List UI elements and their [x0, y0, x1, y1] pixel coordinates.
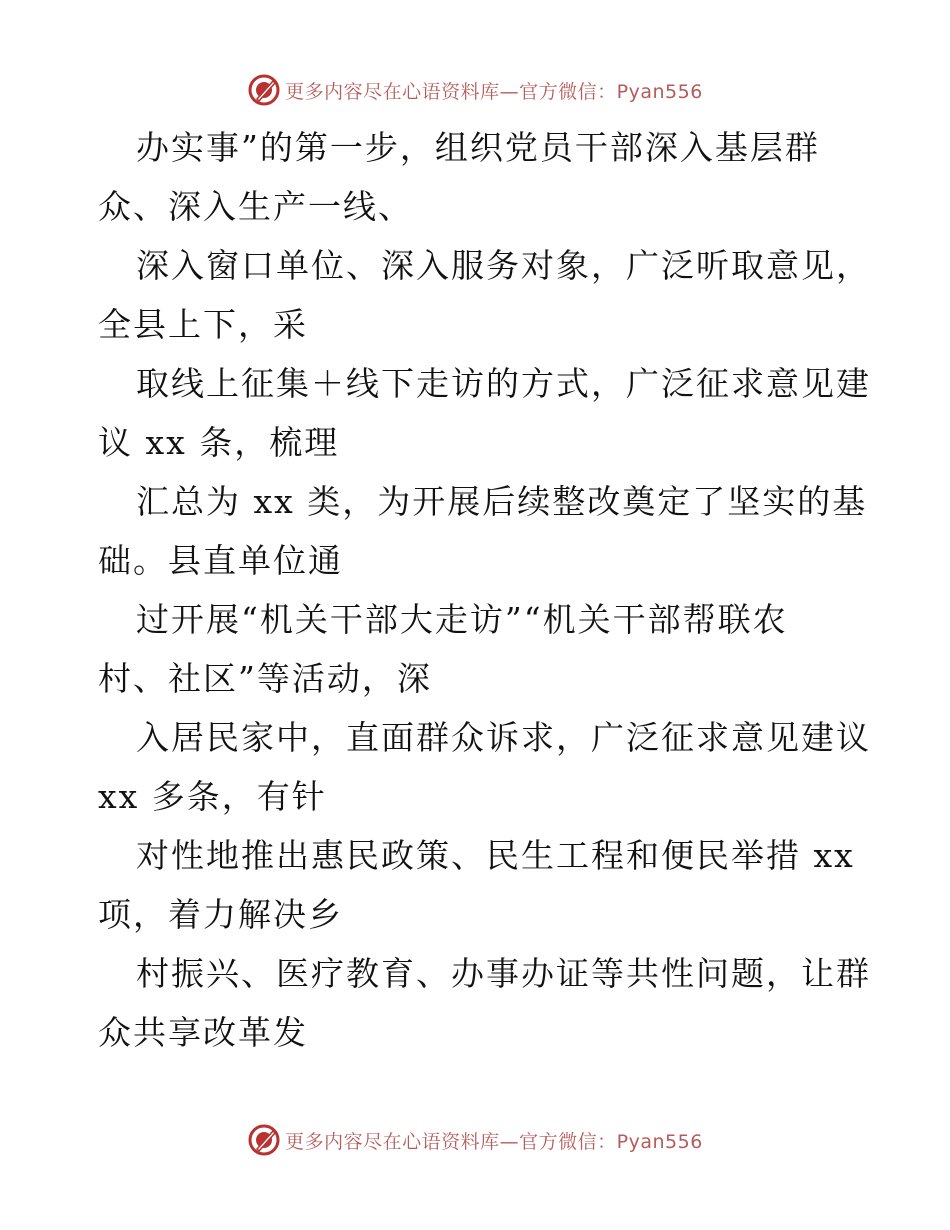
header-watermark [0, 70, 950, 110]
text-line: 过开展“机关干部大走访”“机关干部帮联农 [136, 600, 788, 639]
text-line: 众共享改革发 [98, 1013, 308, 1052]
text-line: 础。县直单位通 [98, 541, 343, 580]
document-body [98, 118, 871, 1062]
text-line: 对性地推出惠民政策、民生工程和便民举措 xx [136, 836, 855, 875]
pen-logo-icon [247, 73, 281, 107]
text-line: 办实事”的第一步，组织党员干部深入基层群 [136, 128, 820, 167]
footer-watermark [0, 1120, 950, 1160]
pen-logo-icon [247, 1123, 281, 1157]
text-line: 深入窗口单位、深入服务对象，广泛听取意见， [136, 246, 871, 285]
header-text: 更多内容尽在心语资料库—官方微信：Pyan556 [285, 80, 703, 103]
text-line: 全县上下，采 [98, 305, 308, 344]
text-line: 村、社区”等活动，深 [98, 659, 432, 698]
text-line: 项，着力解决乡 [98, 895, 343, 934]
text-line: 入居民家中，直面群众诉求，广泛征求意见建议 [136, 718, 871, 757]
text-line: xx 多条，有针 [98, 777, 327, 816]
footer-text: 更多内容尽在心语资料库—官方微信：Pyan556 [285, 1130, 703, 1153]
text-line: 汇总为 xx 类，为开展后续整改奠定了坚实的基 [136, 482, 868, 521]
text-line: 取线上征集＋线下走访的方式，广泛征求意见建 [136, 364, 871, 403]
text-line: 议 xx 条，梳理 [98, 423, 340, 462]
text-line: 众、深入生产一线、 [98, 187, 413, 226]
text-line: 村振兴、医疗教育、办事办证等共性问题，让群 [136, 954, 871, 993]
